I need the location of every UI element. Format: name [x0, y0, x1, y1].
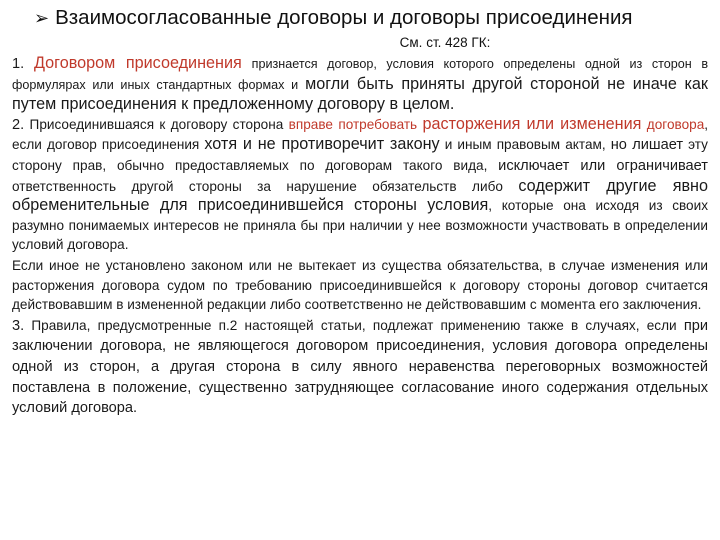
text-run-emphasis: но лишает [610, 137, 684, 154]
slide-subtitle: См. ст. 428 ГК: [399, 35, 491, 50]
paragraph-number: 2. [12, 116, 25, 133]
text-run-emphasis: при заключении договора, не являющегося договором присоединения, условия договора определены одной из сторон, а другая сторона в силу явного неравенства переговорных возможностей поставлена в положение, существенно затрудняющее согласование иного содержания отдельных условий договора. [12, 317, 708, 417]
text-run: Правила, предусмотренные п.2 настоящей статьи, подлежат применению также в случаях, если [31, 317, 677, 333]
term-highlight: расторжения или изменения [422, 114, 642, 133]
text-run: Присоединившаяся к договору сторона [29, 116, 284, 132]
text-run: признается договор, условия которого определены одной из сторон в формулярах или иных стандартных формах и [12, 57, 709, 92]
title-text: Взаимосогласованные договоры и договоры присоединения [55, 6, 633, 29]
arrow-bullet-icon: ➢ [34, 8, 50, 28]
text-run: , которые она исходя из своих разумно понимаемых интересов не приняла бы при наличии у нее возможности участвовать в определении условий договора. [12, 198, 709, 253]
text-run-emphasis: хотя и не противоречит закону [204, 135, 440, 154]
paragraph-1 [12, 54, 708, 115]
text-run-emphasis: содержит другие явно обременительные для присоединившейся стороны условия [12, 176, 708, 215]
term-highlight: договора [646, 116, 705, 132]
paragraph-number: 3. [12, 317, 25, 334]
term-highlight: Договором присоединения [34, 54, 242, 72]
paragraph-4 [12, 316, 708, 419]
text-run: , если договор присоединения [12, 116, 709, 153]
text-run-emphasis: могли быть приняты другой стороной не иначе как путем присоединения к предложенному договору в целом. [12, 74, 709, 114]
paragraph-number: 1. [12, 56, 25, 72]
article-text [12, 54, 708, 419]
paragraph-3: Если иное не установлено законом или не вытекает из существа обязательства, в случае изменения или расторжения договора судом по требованию присоединившейся к договору стороны договор считается действовавшим в измененной редакции либо соответственно не действовавшим с момента его заключения. [12, 257, 708, 313]
text-run: эту сторону прав, обычно предоставляемых по договорам такого вида, [12, 137, 708, 173]
term-highlight: вправе потребовать [288, 116, 418, 132]
paragraph-2 [12, 115, 708, 255]
slide-title [12, 0, 708, 31]
text-run: ответственность другой стороны за нарушение обязательств либо [12, 178, 503, 194]
text-run-emphasis: исключает или ограничивает [498, 157, 708, 174]
text-run: и иным правовым актам, [444, 137, 606, 153]
